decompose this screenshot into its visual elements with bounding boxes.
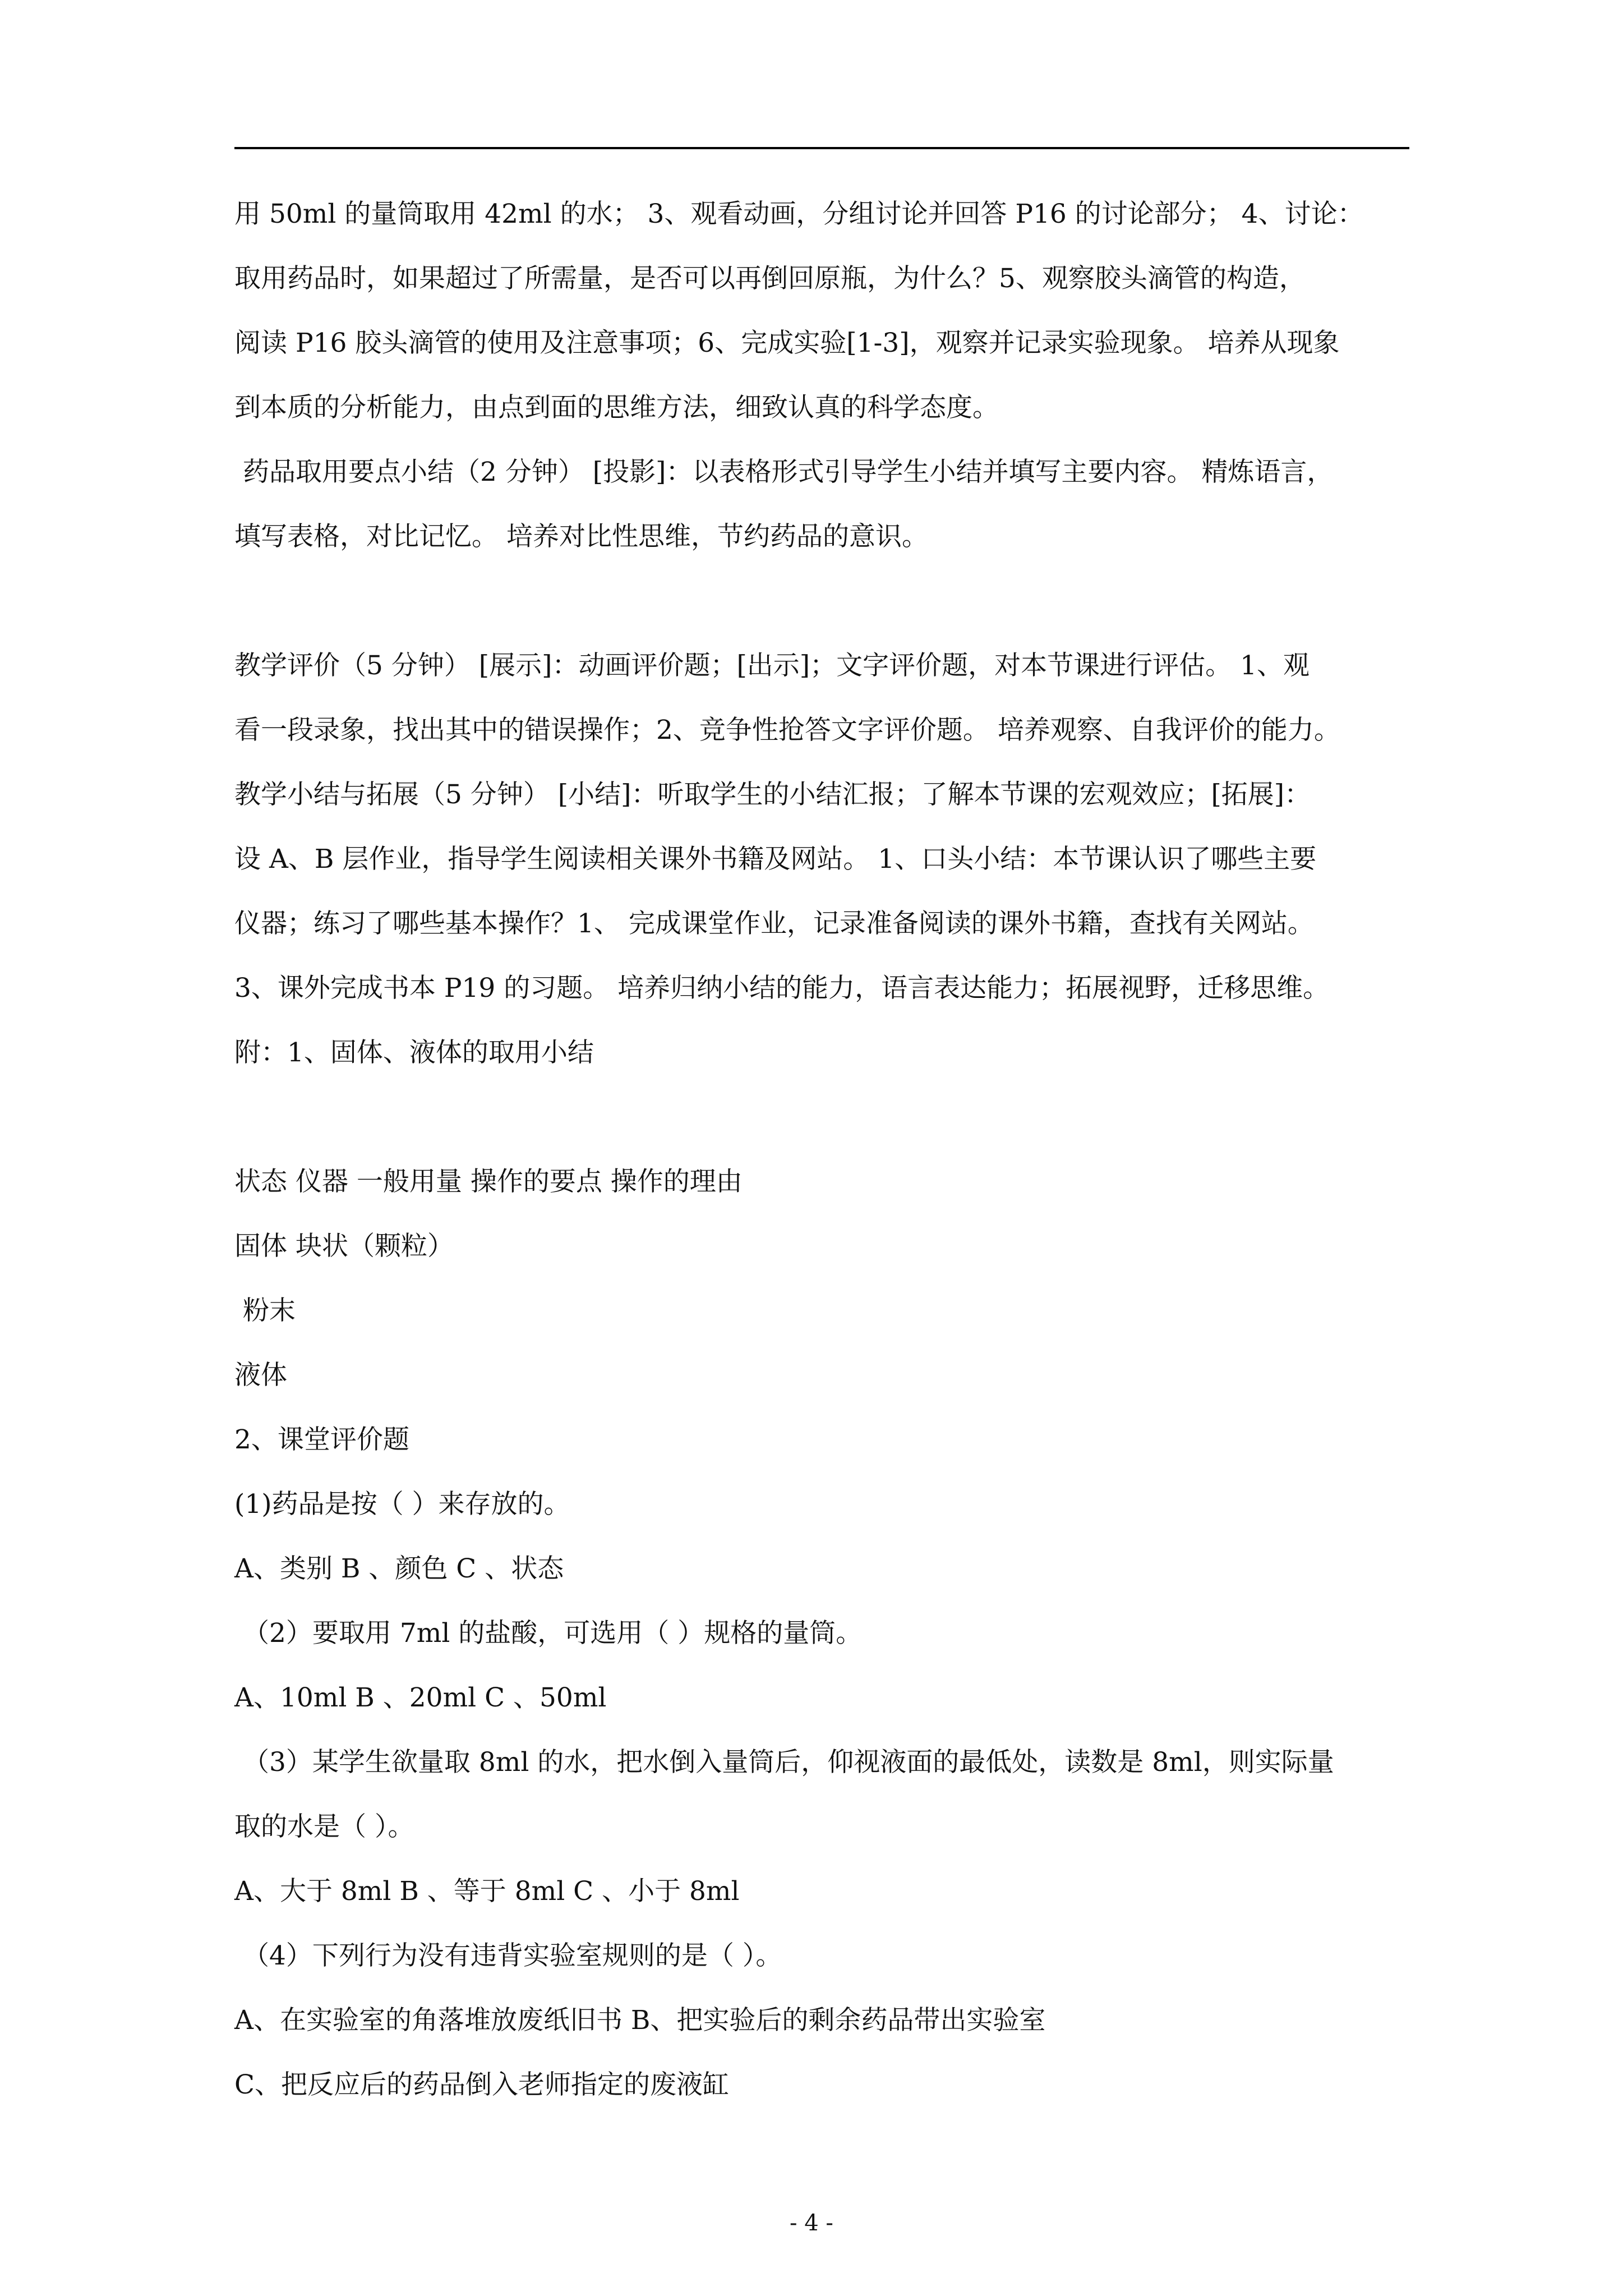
paragraph-line: 取用药品时，如果超过了所需量，是否可以再倒回原瓶，为什么？5、观察胶头滴管的构造，: [234, 263, 1306, 294]
question-line: （3）某学生欲量取 8ml 的水，把水倒入量筒后，仰视液面的最低处，读数是 8ml，则实际量: [243, 1747, 1334, 1778]
answer-options-line: C、把反应后的药品倒入老师指定的废液缸: [234, 2069, 729, 2100]
paragraph-line: 3、课外完成书本 P19 的习题。 培养归纳小结的能力，语言表达能力；拓展视野，迁移思维。: [234, 973, 1330, 1004]
header-rule: [234, 147, 1409, 149]
answer-options-line: A、大于 8ml B 、等于 8ml C 、小于 8ml: [234, 1876, 740, 1907]
blank-line: [234, 1104, 1435, 1168]
section-heading: 2、课堂评价题: [234, 1424, 409, 1455]
paragraph-line: 看一段录象，找出其中的错误操作；2、竞争性抢答文字评价题。 培养观察、自我评价的能力。: [234, 715, 1340, 746]
paragraph-line: 药品取用要点小结（2 分钟） [投影]：以表格形式引导学生小结并填写主要内容。 精炼语言，: [243, 457, 1334, 487]
answer-options-line: A、10ml B 、20ml C 、50ml: [234, 1682, 607, 1713]
paragraph-line: 用 50ml 的量筒取用 42ml 的水； 3、观看动画，分组讨论并回答 P16 的讨论部分； 4、讨论：: [234, 199, 1364, 229]
document-body: [234, 201, 1435, 2136]
paragraph-line: 设 A、B 层作业，指导学生阅读相关课外书籍及网站。 1、口头小结：本节课认识了哪些主要: [234, 844, 1317, 875]
appendix-heading: 附：1、固体、液体的取用小结: [234, 1037, 594, 1068]
table-header-line: 状态 仪器 一般用量 操作的要点 操作的理由: [234, 1166, 743, 1197]
question-line: （4）下列行为没有违背实验室规则的是（ ）。: [243, 1940, 782, 1971]
question-line: (1)药品是按（ ）来存放的。: [234, 1489, 570, 1520]
paragraph-line: 阅读 P16 胶头滴管的使用及注意事项；6、完成实验[1-3]，观察并记录实验现象。 培养从现象: [234, 328, 1340, 358]
paragraph-line: 教学评价（5 分钟） [展示]：动画评价题；[出示]；文字评价题，对本节课进行评估。 1、观: [234, 650, 1310, 681]
paragraph-line: 仪器；练习了哪些基本操作？1、 完成课堂作业，记录准备阅读的课外书籍，查找有关网站。: [234, 908, 1314, 939]
paragraph-line: 到本质的分析能力，由点到面的思维方法，细致认真的科学态度。: [234, 392, 999, 423]
table-row-line: 固体 块状（颗粒）: [234, 1231, 454, 1262]
table-row-line: 液体: [234, 1360, 287, 1391]
question-line: 取的水是（ ）。: [234, 1811, 414, 1842]
question-line: （2）要取用 7ml 的盐酸，可选用（ ）规格的量筒。: [243, 1618, 863, 1649]
page-number: - 4 -: [790, 2210, 833, 2236]
paragraph-line: 教学小结与拓展（5 分钟） [小结]：听取学生的小结汇报；了解本节课的宏观效应；[拓展]：: [234, 779, 1311, 810]
table-row-line: 粉末: [243, 1295, 296, 1326]
answer-options-line: A、类别 B 、颜色 C 、状态: [234, 1553, 564, 1584]
blank-line: [234, 588, 1435, 652]
answer-options-line: A、在实验室的角落堆放废纸旧书 B、把实验后的剩余药品带出实验室: [234, 2005, 1046, 2036]
paragraph-line: 填写表格，对比记忆。 培养对比性思维，节约药品的意识。: [234, 521, 928, 552]
